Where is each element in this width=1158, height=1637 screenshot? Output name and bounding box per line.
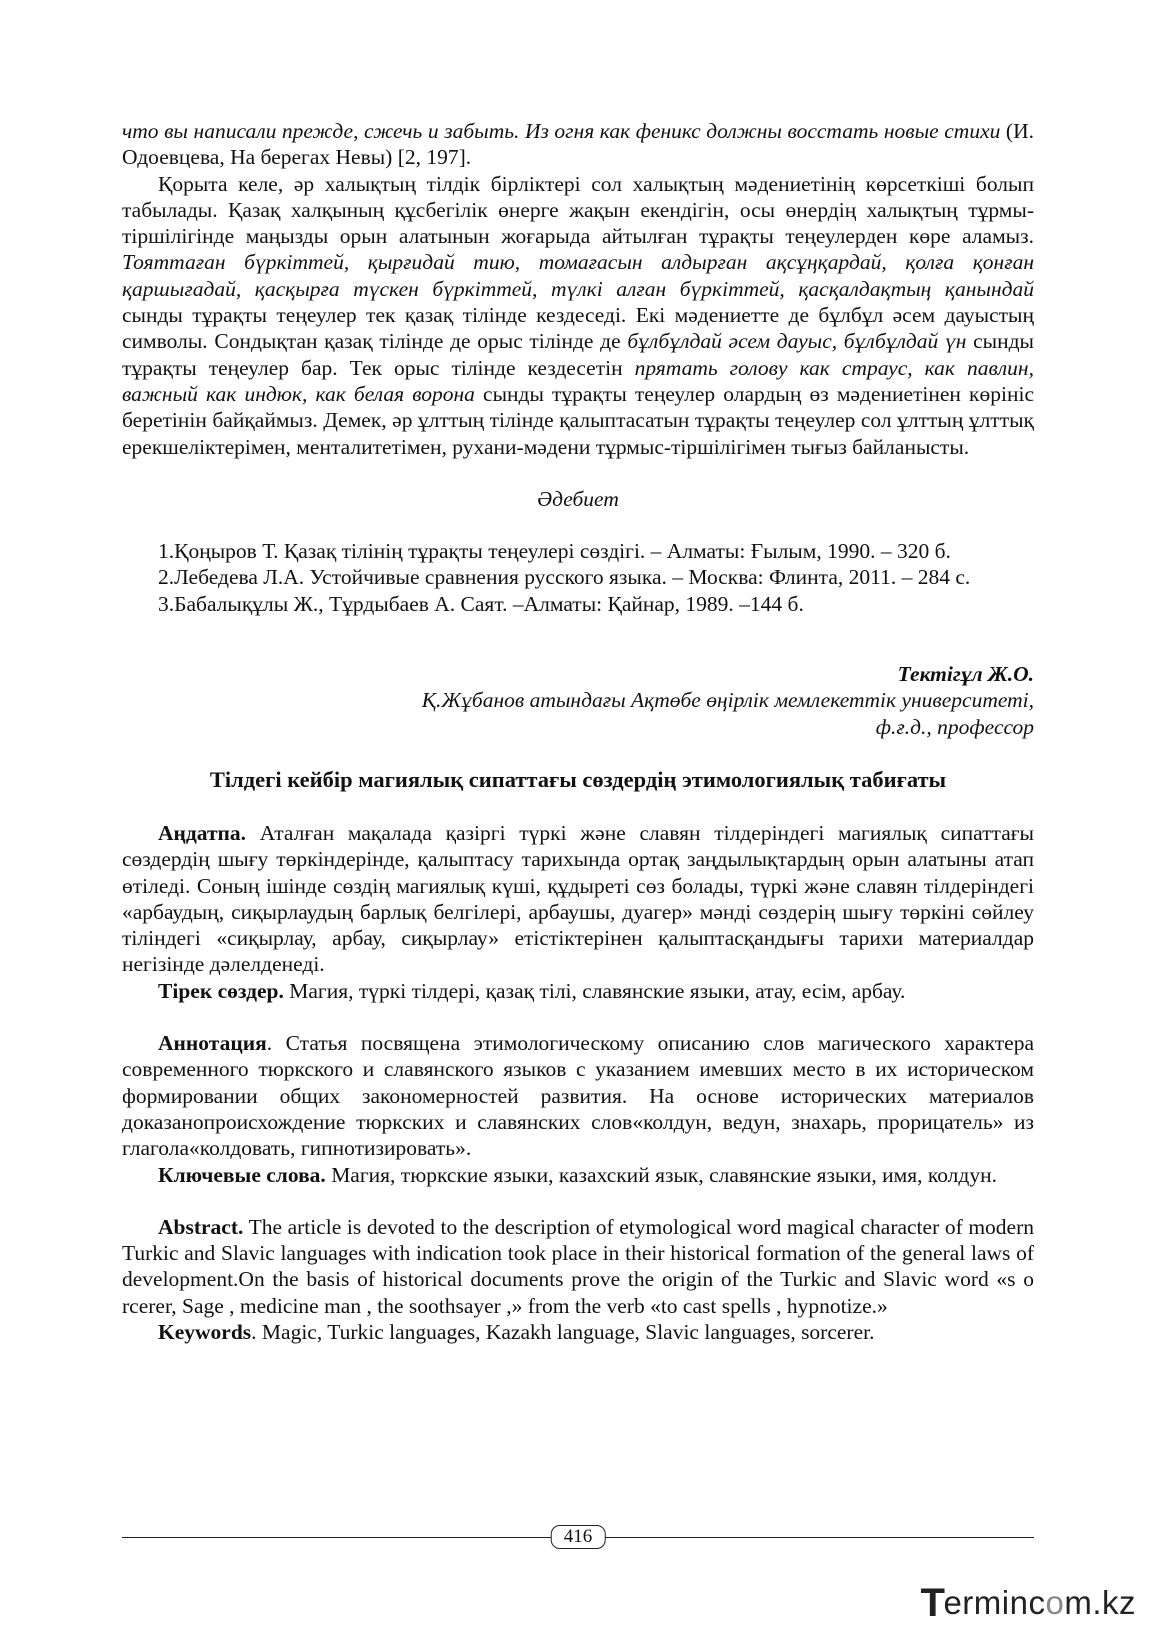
reference-item: 2.Лебедева Л.А. Устойчивые сравнения русского языка. – Москва: Флинта, 2011. – 284 с.: [158, 565, 971, 590]
keywords-text: Магия, тюркские языки, казахский язык, славянские языки, имя, колдун.: [325, 1162, 997, 1187]
abstract-kz: [122, 820, 1034, 978]
abstract-text: The article is devoted to the description of etymological word magical character of modern Turkic and Slavic languages with indication took place in their historical formation of the general laws of development.On the basis of historical documents prove the origin of the Turkic and Slavic word «s o rcerer, Sage , medicine man , the soothsayer ,» from the verb «to cast spells , hypnotize.»: [122, 1214, 1034, 1318]
para-text: Қорыта келе, әр халықтың тілдік бірліктері сол халықтың мәдениетінің көрсеткіші болып табылады. Қазақ халқының құсбегілік өнерге жақын екендігін, осы өнердің халықтың тұрмы-тіршілігінде маңызды орын алатынын жоғарыда айтылған тұрақты теңеулерден көре аламыз.: [122, 171, 1034, 249]
para-italic: Тояттаған бүркіттей, қырғидай тию, томағасын алдырған ақсұңқардай, қолға қонған қаршығадай, қасқырға түскен бүркіттей, түлкі алған бүркіттей, қасқалдақтың қанындай: [122, 250, 1034, 301]
keywords-kz: [122, 978, 1034, 1004]
author-degree: ф.ғ.д., профессор: [875, 714, 1034, 739]
abstract-ru: [122, 1030, 1034, 1161]
para-italic: бұлбұлдай әсем дауыс, бұлбұлдай үн: [627, 329, 967, 354]
page-footer: [122, 1525, 1034, 1549]
reference-item: 3.Бабалықұлы Ж., Тұрдыбаев А. Саят. –Алматы: Қайнар, 1989. –144 б.: [158, 591, 804, 616]
para-text: сынды тұрақты теңеулер тек қазақ тілінде кездеседі. Екі мәдениетте де бұлбұл әсем дауыстың символы. Сондықтан қазақ тілінде де орыс тілінде де: [122, 303, 1034, 354]
para-italic: прятать голову как страус, как павлин, важный как индюк, как белая ворона: [122, 355, 1034, 406]
english-abstract: [122, 1214, 1034, 1345]
russian-abstract: [122, 1030, 1034, 1188]
watermark-text-2: m.kz: [1064, 1584, 1136, 1621]
keywords-label: Keywords: [158, 1319, 252, 1344]
abstract-text: Аталған мақалада қазіргі түркі және славян тілдеріндегі магиялық сипаттағы сөздердің шығу төркіндерінде, қалыптасу тарихында ортақ заңдылықтардың орын алатыны атап өтіледі. Соның ішінде сөздің магиялық күші, құдыреті сөз болады, түркі және славян тілдеріндегі «арбаудың, сиқырлаудың барлық белгілері, арбаушы, дуагер» мәнді сөздерің шығу төркіні сөйлеу тіліндегі «сиқырлау, арбау, сиқырлау» етістіктерінен қалыптасқандығы тарихи материалдар негізінде дәлелденеді.: [122, 820, 1034, 977]
references-list: [122, 538, 1034, 617]
abstract-label: Abstract.: [158, 1214, 244, 1239]
termincom-watermark: [920, 1580, 1137, 1625]
keywords-label: Ключевые слова.: [158, 1162, 326, 1187]
keywords-text: Магия, түркі тілдері, қазақ тілі, славянские языки, атау, есім, арбау.: [283, 978, 906, 1003]
para-text: сынды тұрақты теңеулер олардың өз мәдениетінен көрініс беретінін байқаймыз. Демек, әр ұлттың тілінде қалыптасатын тұрақты теңеулер сол ұлттың ұлттық ерекшеліктерімен, менталитетімен, рухани-мәдени тұрмыс-тіршілігімен тығыз байланысты.: [122, 381, 1034, 459]
keywords-en: [122, 1319, 1034, 1345]
page-body: [122, 118, 1034, 1345]
para-text: сынды тұрақты теңеулер бар. Тек орыс тілінде кездесетін: [122, 329, 1034, 380]
author-affiliation: Қ.Жұбанов атындағы Ақтөбе өңірлік мемлекеттік университеті,: [421, 688, 1034, 713]
magnifier-icon: o: [1045, 1584, 1065, 1621]
quote-italic: что вы написали прежде, сжечь и забыть. Из огня как феникс должны восстать новые стихи: [122, 119, 1001, 143]
continuation-paragraph: [122, 118, 1034, 171]
kazakh-abstract: [122, 820, 1034, 1004]
abstract-label: Аннотация: [158, 1031, 267, 1056]
keywords-text: . Magic, Turkic languages, Kazakh language, Slavic languages, sorcerer.: [251, 1319, 875, 1344]
abstract-label: Аңдатпа.: [158, 820, 247, 845]
watermark-text-1: erminc: [943, 1584, 1046, 1621]
page-number: 416: [551, 1525, 606, 1549]
conclusion-paragraph: [122, 171, 1034, 460]
quote-source: (И. Одоевцева, На берегах Невы) [2, 197].: [122, 119, 1034, 170]
keywords-ru: [122, 1162, 1034, 1188]
abstract-text: . Статья посвящена этимологическому описанию слов магического характера современного тюркского и славянского языков с указанием имевших место в их историческом формировании общих закономерностей развития. На основе исторических материалов доказанопроисхождение тюркских и славянских слов«колдун, ведун, знахарь, прорицатель» из глагола«колдовать, гипнотизировать».: [122, 1031, 1034, 1161]
author-name: Тектігұл Ж.О.: [897, 662, 1034, 687]
article-title: Тілдегі кейбір магиялық сипаттағы сөздердің этимологиялық табиғаты: [209, 766, 947, 792]
keywords-label: Тірек сөздер.: [158, 978, 284, 1003]
watermark-t: T: [920, 1580, 946, 1625]
abstract-en: [122, 1214, 1034, 1319]
references-heading: Әдебиет: [537, 486, 619, 511]
author-block: [122, 661, 1034, 740]
reference-item: 1.Қоңыров Т. Қазақ тілінің тұрақты теңеулері сөздігі. – Алматы: Ғылым, 1990. – 320 б.: [158, 539, 951, 564]
